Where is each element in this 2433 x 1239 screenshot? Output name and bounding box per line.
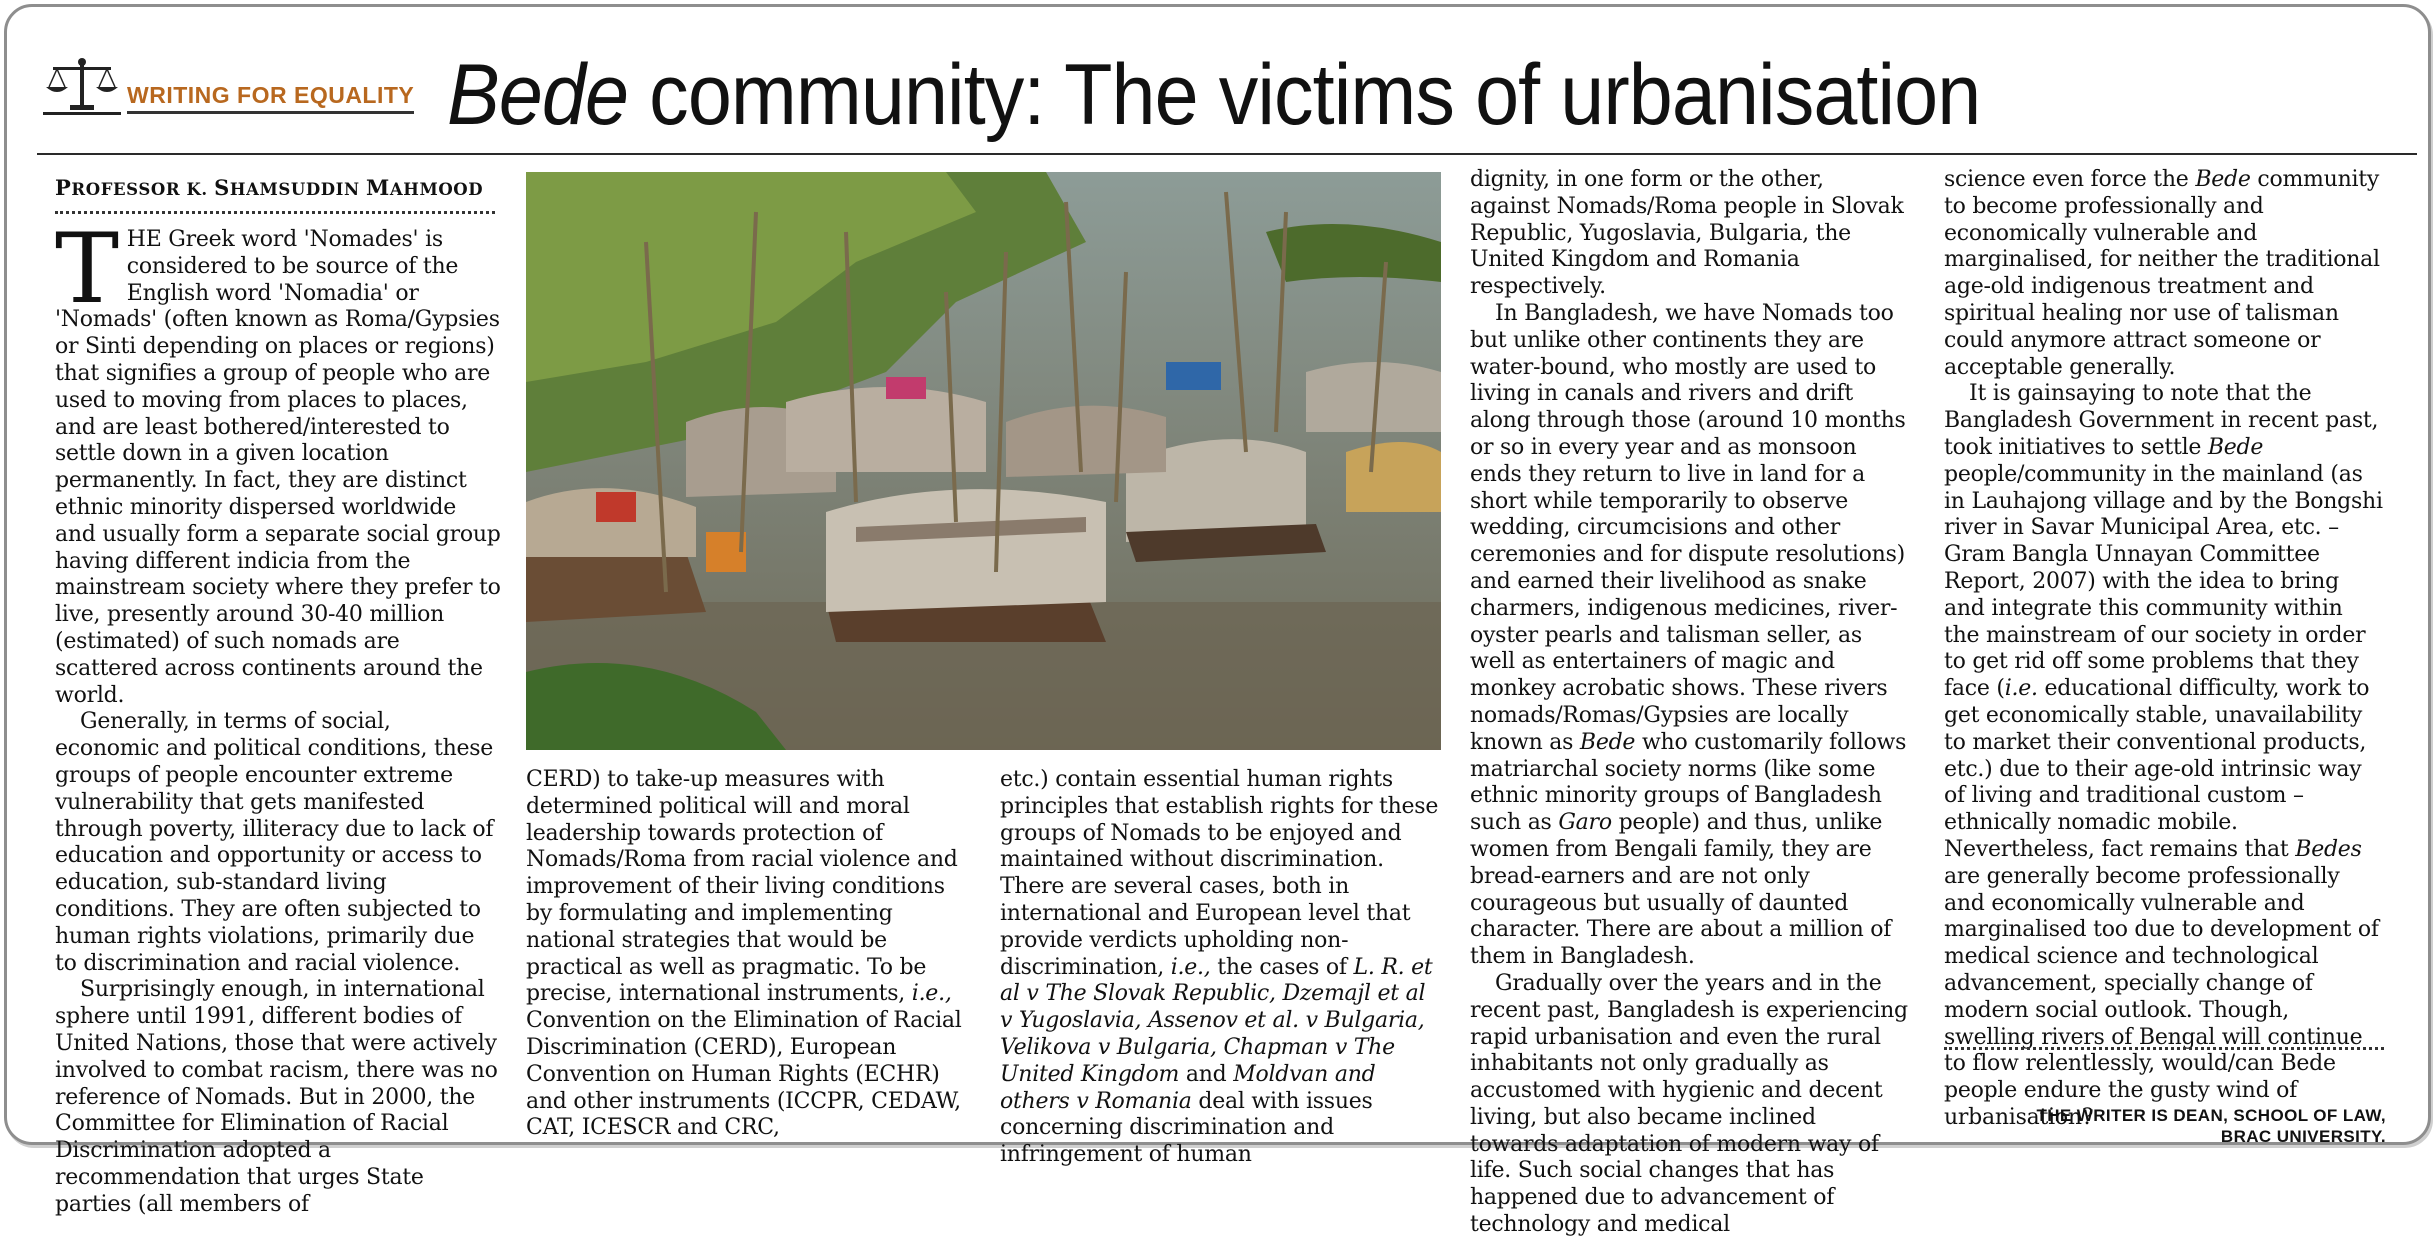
drop-cap: T [55, 213, 119, 325]
paragraph: dignity, in one form or the other, against Nomads/Roma people in Slovak Republic, Yugoslavia, Bulgaria, the United Kingdom and Romania respectively. [1470, 167, 1904, 300]
house-boats-photo-image [526, 172, 1441, 750]
paragraph: etc.) contain essential human rights principles that establish rights for these groups of Nomads to be enjoyed and maintained without discrimination. There are several cases, both in international and European level that provide verdicts upholding non-discrimination, i.e., the cases of L. R. et al v The Slovak Republic, Dzemajl et al v Yugoslavia, Assenov et al. v Bulgaria, Velikova v Bulgaria, Chapman v The United Kingdom and Moldvan and others v Romania deal with issues concerning discrimination and infringement of human [1000, 767, 1439, 1168]
paragraph: science even force the Bede community to become professionally and economically vulnerable and marginalised, for neither the traditional age-old indigenous treatment and spiritual healing nor use of talisman could anymore attract someone or acceptable generally. [1944, 167, 2380, 380]
paragraph: Gradually over the years and in the recent past, Bangladesh is experiencing rapid urbanisation and even the rural inhabitants not only gradually as accustomed with hygienic and decent living, but also became inclined towards adaptation of modern way of life. Such social changes that has happened due to advancement of technology and medical [1470, 970, 1908, 1238]
paragraph: THE Greek word 'Nomades' is considered to be source of the English word 'Nomadia' or 'Nomads' (often known as Roma/Gypsies or Sinti depending on places or regions) that signifies a group of people who are used to moving from places to places, and are least bothered/interested to settle down in a given location permanently. In fact, they are distinct ethnic minority dispersed worldwide and usually form a separate social group having different indicia from the mainstream society where they prefer to live, presently around 30-40 million (estimated) of such nomads are scattered across continents around the world. [55, 213, 501, 708]
headline [447, 47, 1980, 143]
writer-credit: THE WRITER IS DEAN, SCHOOL OF LAW, BRAC UNIVERSITY. [2036, 1106, 2386, 1146]
column-label-text: WRITING FOR EQUALITY [127, 82, 414, 114]
article-column-4 [1470, 167, 1910, 1239]
article-column-3 [1000, 767, 1440, 1169]
article-photo [526, 172, 1441, 750]
byline: PROFESSOR K. SHAMSUDDIN MAHMOOD [55, 175, 484, 200]
byline-divider [55, 211, 495, 214]
paragraph: In Bangladesh, we have Nomads too but unlike other continents they are water-bound, who mostly are used to living in canals and rivers and drift along through those (around 10 months or so in every year and as monsoon ends they return to live in land for a short while temporarily to observe wedding, circumcisions and other ceremonies and for dispute resolutions) and earned their livelihood as snake charmers, indigenous medicines, river-oyster pearls and talisman seller, as well as entertainers of magic and monkey acrobatic shows. These rivers nomads/Romas/Gypsies are locally known as Bede who customarily follows matriarchal society norms (like some ethnic minority groups of Bangladesh such as Garo people) and thus, unlike women from Bengali family, they are bread-earners and are not only courageous but usually of daunted character. There are about a million of them in Bangladesh. [1470, 300, 1907, 970]
article-column-5 [1944, 167, 2384, 1132]
article-column-2 [526, 767, 972, 1142]
newspaper-clipping [4, 4, 2431, 1238]
headline-text: community: The victims of urbanisation [628, 47, 1981, 143]
end-divider [1944, 1047, 2384, 1050]
column-label [43, 57, 414, 115]
paragraph: Surprisingly enough, in international sphere until 1991, different bodies of United Nations, those that were actively involved to combat racism, there was no reference of Nomads. But in 2000, the Committee for Elimination of Racial Discrimination adopted a recommendation that urges State parties (all members of [55, 977, 498, 1217]
paragraph: CERD) to take-up measures with determined political will and moral leadership towards protection of Nomads/Roma from racial violence and improvement of their living conditions by formulating and implementing national strategies that would be practical as well as pragmatic. To be precise, international instruments, i.e., Convention on the Elimination of Racial Discrimination (CERD), European Convention on Human Rights (ECHR) and other instruments (ICCPR, CEDAW, CAT, ICESCR and CRC, [526, 767, 962, 1141]
paragraph: It is gainsaying to note that the Bangladesh Government in recent past, took initiatives to settle Bede people/community in the mainland (as in Lauhajong village and by the Bongshi river in Savar Municipal Area, etc. – Gram Bangla Unnayan Committee Report, 2007) with the idea to bring and integrate this community within the mainstream of our society in order to get rid off some problems that they face (i.e. educational difficulty, work to get economically stable, unavailability to market their conventional products, etc.) due to their age-old intrinsic way of living and traditional custom – ethnically nomadic mobile. Nevertheless, fact remains that Bedes are generally become professionally and economically vulnerable and marginalised too due to development of medical science and technological advancement, specially change of modern social outlook. Though, swelling rivers of Bengal will continue to flow relentlessly, would/can Bede people endure the gusty wind of urbanisation? [1944, 381, 2383, 1130]
header-rule [37, 153, 2417, 155]
paragraph: Generally, in terms of social, economic and political conditions, these groups of people encounter extreme vulnerability that gets manifested through poverty, illiteracy due to lack of education and opportunity or access to education, sub-standard living conditions. They are often subjected to human rights violations, primarily due to discrimination and racial violence. [55, 709, 494, 976]
headline-italic: Bede [447, 47, 629, 143]
article-column-1 [55, 213, 501, 1218]
scales-of-justice-icon [43, 57, 121, 115]
